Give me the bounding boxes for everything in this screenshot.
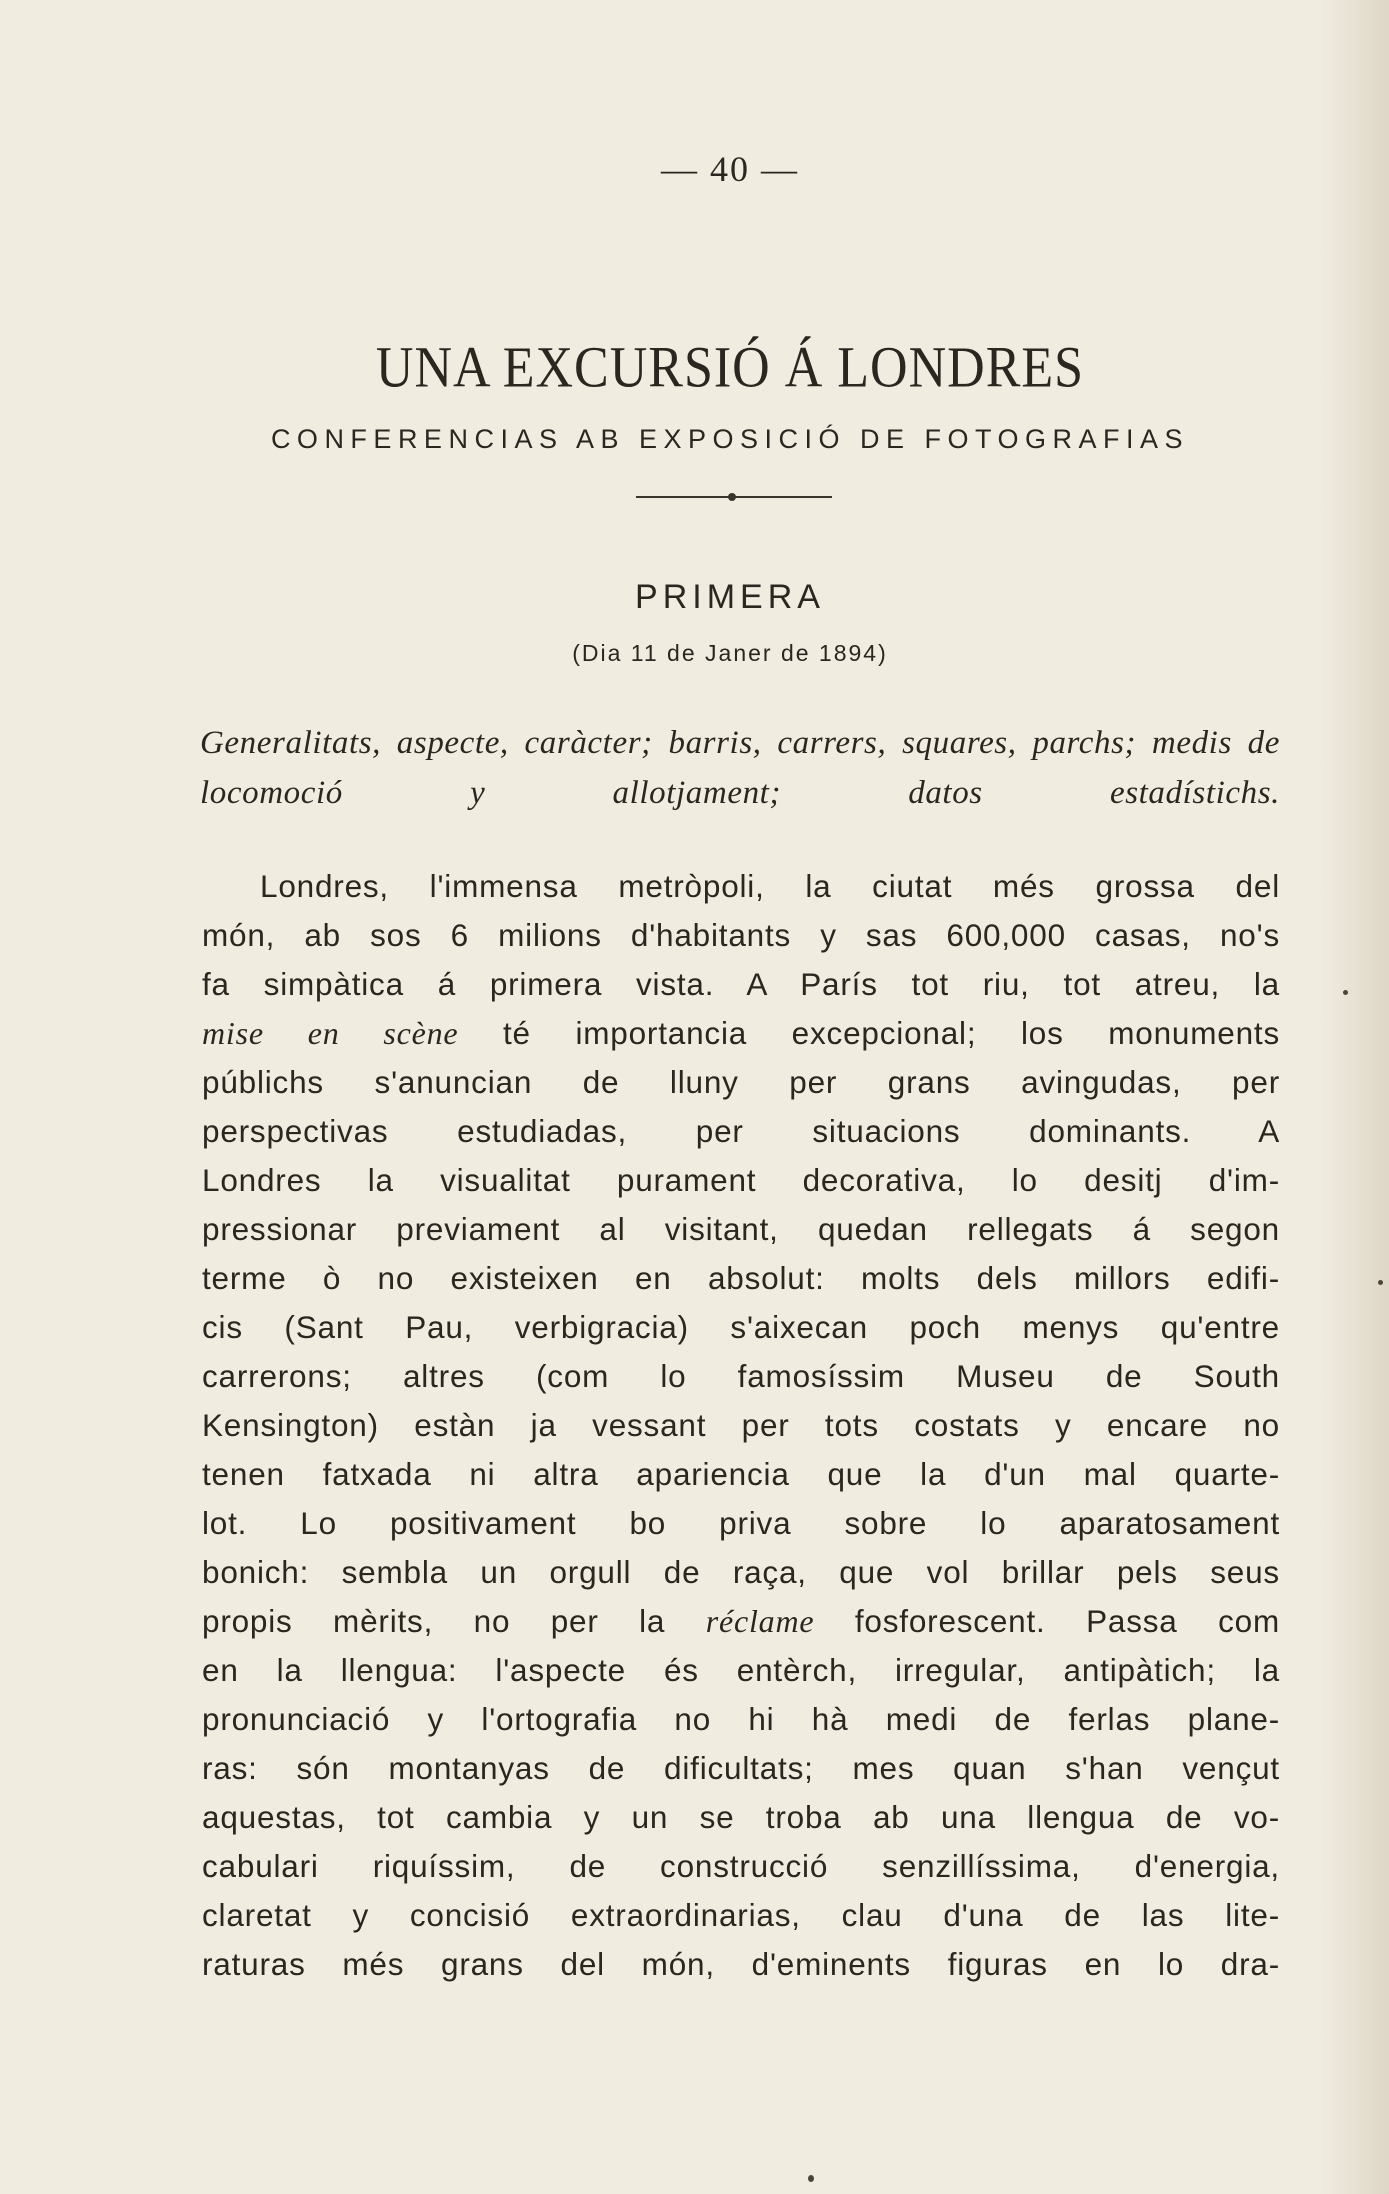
paper-speck xyxy=(1378,1280,1383,1285)
text-segment: carrerons; altres (com lo famosíssim Museu de South xyxy=(202,1358,1280,1394)
text-line xyxy=(202,1695,1280,1744)
text-segment: lot. Lo positivament bo priva sobre lo aparatosament xyxy=(202,1505,1280,1541)
text-segment: en la llengua: l'aspecte és entèrch, irregular, antipàtich; la xyxy=(202,1652,1280,1688)
text-segment: Kensington) estàn ja vessant per tots costats y encare no xyxy=(202,1407,1280,1443)
text-segment: propis mèrits, no per la xyxy=(202,1603,706,1639)
text-segment: té importancia excepcional; los monuments xyxy=(458,1015,1280,1051)
text-line xyxy=(260,862,1280,911)
text-segment: bonich: sembla un orgull de raça, que vol brillar pels seus xyxy=(202,1554,1280,1590)
text-line xyxy=(202,1793,1280,1842)
text-segment: pronunciació y l'ortografia no hi hà medi de ferlas plane- xyxy=(202,1701,1280,1737)
text-line xyxy=(202,1352,1280,1401)
page-edge-shadow xyxy=(1319,0,1389,2194)
text-segment: cabulari riquíssim, de construcció senzillíssima, d'energia, xyxy=(202,1848,1280,1884)
text-segment: Londres, l'immensa metròpoli, la ciutat més grossa del xyxy=(260,868,1280,904)
italic-phrase: mise en scène xyxy=(202,1015,459,1051)
text-segment: claretat y concisió extraordinarias, clau d'una de las lite- xyxy=(202,1897,1280,1933)
text-line xyxy=(202,1156,1280,1205)
text-segment: fa simpàtica á primera vista. A París tot riu, tot atreu, la xyxy=(202,966,1280,1002)
text-line xyxy=(202,1009,1280,1058)
text-line xyxy=(202,1254,1280,1303)
chapter-title: UNA EXCURSIÓ Á LONDRES xyxy=(375,336,1085,400)
text-segment: Londres la visualitat purament decorativa, lo desitj d'im- xyxy=(202,1162,1280,1198)
text-line xyxy=(202,1891,1280,1940)
text-line xyxy=(202,1548,1280,1597)
divider-ornament-dot xyxy=(728,493,736,501)
page-number: — 40 — xyxy=(661,149,799,189)
text-segment: raturas més grans del món, d'eminents figuras en lo dra- xyxy=(202,1946,1280,1982)
text-segment: ras: són montanyas de dificultats; mes quan s'han vençut xyxy=(202,1750,1280,1786)
text-line xyxy=(202,960,1280,1009)
text-line xyxy=(202,1450,1280,1499)
lecture-date: (Dia 11 de Janer de 1894) xyxy=(572,640,888,666)
chapter-subtitle: CONFERENCIAS AB EXPOSICIÓ DE FOTOGRAFIAS xyxy=(270,424,1190,454)
text-segment: fosforescent. Passa com xyxy=(814,1603,1280,1639)
text-line xyxy=(202,1401,1280,1450)
text-segment: cis (Sant Pau, verbigracia) s'aixecan poch menys qu'entre xyxy=(202,1309,1280,1345)
text-segment: aquestas, tot cambia y un se troba ab una llengua de vo- xyxy=(202,1799,1280,1835)
paper-speck xyxy=(1343,990,1348,995)
text-line xyxy=(202,1303,1280,1352)
section-heading: PRIMERA xyxy=(635,578,825,616)
italic-phrase: réclame xyxy=(705,1603,815,1639)
paper-speck xyxy=(808,2175,814,2182)
text-line xyxy=(202,1940,1280,1989)
text-segment: públichs s'anuncian de lluny per grans avingudas, per xyxy=(202,1064,1280,1100)
text-segment: terme ò no existeixen en absolut: molts dels millors edifi- xyxy=(202,1260,1280,1296)
text-line xyxy=(202,1842,1280,1891)
text-line xyxy=(202,911,1280,960)
chapter-summary: Generalitats, aspecte, caràcter; barris, carrers, squares, parchs; medis de locomoció y allotjament; datos estadístichs. xyxy=(200,725,1280,811)
text-line xyxy=(202,1744,1280,1793)
text-line xyxy=(202,1058,1280,1107)
text-line xyxy=(202,1597,1280,1646)
text-line xyxy=(202,1646,1280,1695)
text-segment: perspectivas estudiadas, per situacions dominants. A xyxy=(202,1113,1280,1149)
text-line xyxy=(202,1107,1280,1156)
text-segment: món, ab sos 6 milions d'habitants y sas 600,000 casas, no's xyxy=(202,917,1280,953)
text-segment: pressionar previament al visitant, quedan rellegats á segon xyxy=(202,1211,1280,1247)
text-segment: tenen fatxada ni altra apariencia que la d'un mal quarte- xyxy=(202,1456,1280,1492)
text-line xyxy=(202,1205,1280,1254)
text-line xyxy=(202,1499,1280,1548)
